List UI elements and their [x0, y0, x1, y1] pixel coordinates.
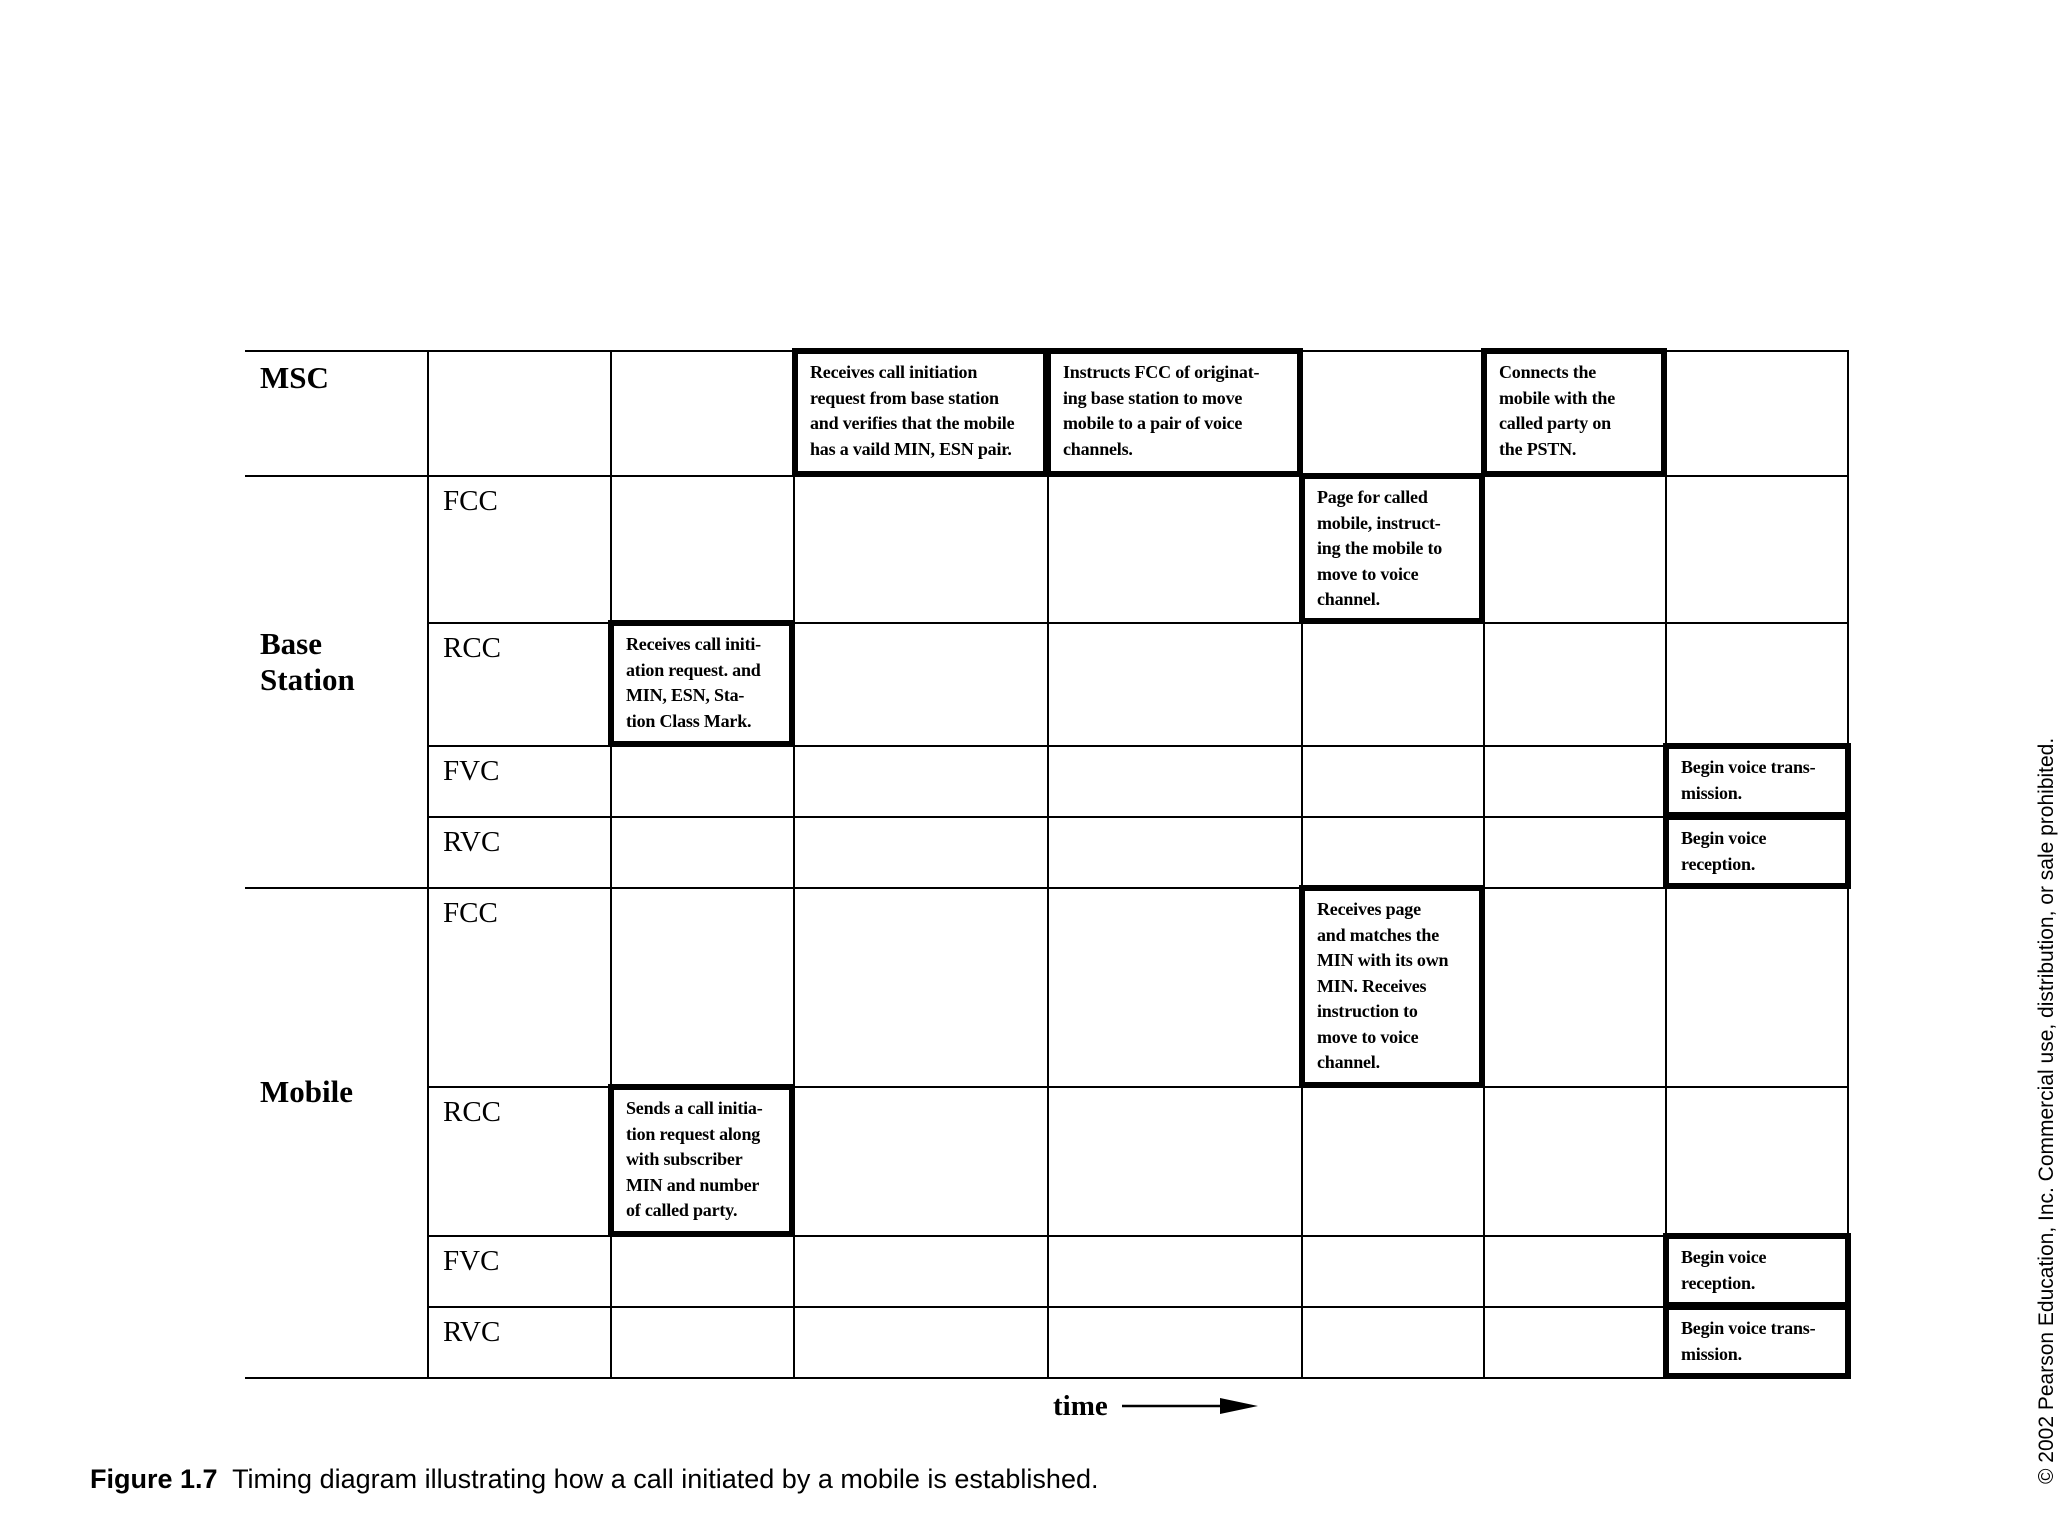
- base-rvc-begin-box: Begin voice reception.: [1663, 814, 1851, 889]
- base-fvc-begin-box: Begin voice trans- mission.: [1663, 743, 1851, 818]
- time-axis-label: time: [1053, 1390, 1108, 1422]
- figure-caption-text: Timing diagram illustrating how a call initiated by a mobile is established.: [232, 1464, 1099, 1494]
- mobile-label: Mobile: [260, 1074, 353, 1109]
- mobile-rcc-label: RCC: [443, 1096, 502, 1128]
- msc-connects-box: Connects the mobile with the called party on the PSTN.: [1481, 348, 1667, 477]
- base-fcc-label: FCC: [443, 485, 498, 517]
- grid-column-line: [1047, 350, 1049, 1379]
- grid-row-line: [428, 1306, 1849, 1308]
- copyright-notice: © 2002 Pearson Education, Inc. Commercial use, distribution, or sale prohibited.: [2035, 737, 2058, 1484]
- base-station-label: Base Station: [260, 626, 355, 697]
- mobile-rcc-sends-box: Sends a call initia- tion request along with subscriber MIN and number of called party.: [608, 1084, 795, 1237]
- mobile-fcc-receives-box: Receives page and matches the MIN with its own MIN. Receives instruction to move to voice channel.: [1299, 885, 1485, 1088]
- mobile-rvc-label: RVC: [443, 1316, 501, 1348]
- base-rcc-label: RCC: [443, 632, 502, 664]
- mobile-fvc-label: FVC: [443, 1245, 500, 1277]
- base-fcc-page-box: Page for called mobile, instruct- ing the mobile to move to voice channel.: [1299, 473, 1485, 624]
- grid-column-line: [427, 350, 429, 1379]
- mobile-fvc-begin-box: Begin voice reception.: [1663, 1233, 1851, 1308]
- figure-number: Figure 1.7: [90, 1464, 218, 1494]
- grid-row-line: [428, 816, 1849, 818]
- msc-receives-request-box: Receives call initiation request from base station and verifies that the mobile has a vaild MIN, ESN pair.: [792, 348, 1049, 477]
- base-fvc-label: FVC: [443, 755, 500, 787]
- mobile-rvc-begin-box: Begin voice trans- mission.: [1663, 1304, 1851, 1379]
- figure-caption: [90, 1464, 1098, 1495]
- base-rcc-receives-box: Receives call initi- ation request. and MIN, ESN, Sta- tion Class Mark.: [608, 620, 795, 747]
- msc-instructs-fcc-box: Instructs FCC of originat- ing base station to move mobile to a pair of voice channels.: [1045, 348, 1303, 477]
- base-rvc-label: RVC: [443, 826, 501, 858]
- time-arrow-icon: [1120, 1394, 1260, 1418]
- mobile-fcc-label: FCC: [443, 897, 498, 929]
- msc-label: MSC: [260, 360, 329, 395]
